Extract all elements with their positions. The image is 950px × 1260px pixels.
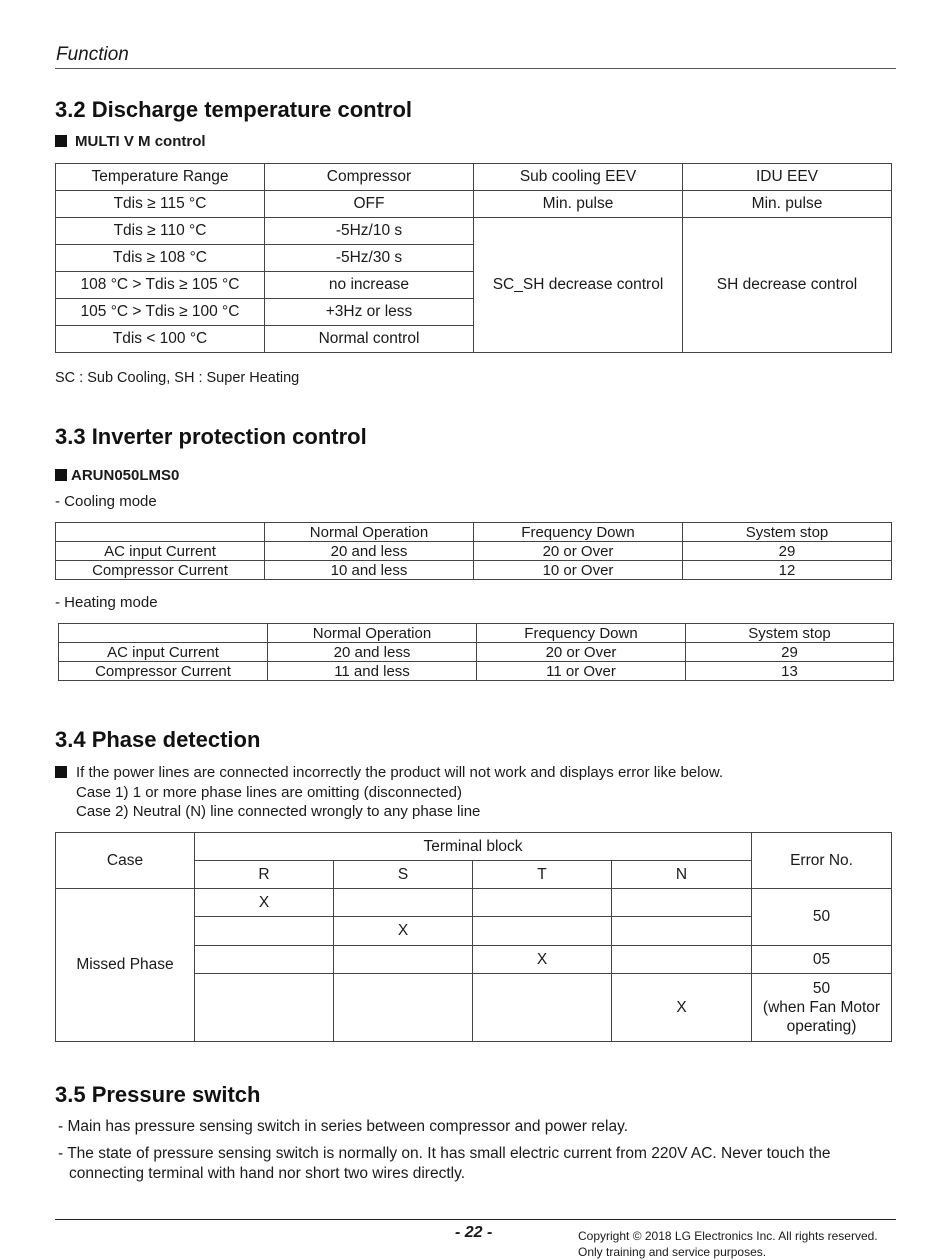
table-cell: Tdis ≥ 115 °C bbox=[56, 191, 265, 218]
heating-mode-label: - Heating mode bbox=[55, 594, 158, 611]
table-cell bbox=[612, 917, 752, 946]
n-mark-cell: X bbox=[612, 974, 752, 1042]
table-cell bbox=[334, 946, 473, 974]
table-cell: AC input Current bbox=[59, 643, 268, 662]
table-cell bbox=[334, 889, 473, 917]
table-cell bbox=[334, 974, 473, 1042]
table-cell: 20 and less bbox=[268, 643, 477, 662]
missed-phase-cell: Missed Phase bbox=[56, 889, 195, 1042]
table-cell: Compressor Current bbox=[59, 662, 268, 681]
copyright-line-1: Copyright © 2018 LG Electronics Inc. All rights reserved. bbox=[578, 1229, 878, 1243]
table-cell: 11 or Over bbox=[477, 662, 686, 681]
error-05-cell: 05 bbox=[752, 946, 892, 974]
terminal-block-header: Terminal block bbox=[195, 833, 752, 861]
table-cell: 10 and less bbox=[265, 561, 474, 580]
t-mark-cell: X bbox=[473, 946, 612, 974]
table-cell: 105 °C > Tdis ≥ 100 °C bbox=[56, 299, 265, 326]
table-header-row bbox=[56, 164, 892, 191]
section-3-5-title: 3.5 Pressure switch bbox=[55, 1082, 261, 1107]
table-cell: 29 bbox=[686, 643, 894, 662]
table-row bbox=[56, 561, 892, 580]
section-3-4-title: 3.4 Phase detection bbox=[55, 727, 261, 752]
pressure-line-1: - Main has pressure sensing switch in series between compressor and power relay. bbox=[58, 1118, 629, 1135]
footer-divider bbox=[55, 1219, 896, 1220]
phase-case-1: Case 1) 1 or more phase lines are omitting (disconnected) bbox=[76, 783, 463, 801]
square-bullet-icon bbox=[55, 135, 67, 147]
terminal-t-header: T bbox=[473, 861, 612, 889]
table-cell: Tdis ≥ 108 °C bbox=[56, 245, 265, 272]
table-cell: AC input Current bbox=[56, 542, 265, 561]
table-cell bbox=[195, 917, 334, 946]
table-cell bbox=[473, 889, 612, 917]
r-mark-cell: X bbox=[195, 889, 334, 917]
pressure-line-3: connecting terminal with hand nor short two wires directly. bbox=[69, 1165, 465, 1182]
table-header-row bbox=[56, 523, 892, 542]
discharge-temp-table bbox=[55, 163, 892, 353]
square-bullet-icon bbox=[55, 469, 67, 481]
s33-model bbox=[55, 467, 179, 484]
table-cell bbox=[473, 917, 612, 946]
error-50-fan-cell bbox=[752, 974, 892, 1042]
square-bullet-icon bbox=[55, 766, 67, 778]
table-row bbox=[56, 191, 892, 218]
table-cell bbox=[195, 974, 334, 1042]
case-header: Case bbox=[56, 833, 195, 889]
terminal-n-header: N bbox=[612, 861, 752, 889]
table-cell: Tdis < 100 °C bbox=[56, 326, 265, 353]
table-cell: Min. pulse bbox=[683, 191, 892, 218]
table-cell: +3Hz or less bbox=[265, 299, 474, 326]
table-header-row bbox=[56, 833, 892, 861]
table-cell bbox=[473, 974, 612, 1042]
error-no-header: Error No. bbox=[752, 833, 892, 889]
section-3-2-title: 3.2 Discharge temperature control bbox=[55, 97, 413, 122]
table-row bbox=[56, 889, 892, 917]
table-cell: 20 or Over bbox=[477, 643, 686, 662]
abbreviation-note: SC : Sub Cooling, SH : Super Heating bbox=[55, 370, 300, 386]
s32-subtitle-text: MULTI V M control bbox=[75, 133, 206, 150]
cooling-mode-label: - Cooling mode bbox=[55, 493, 157, 510]
table-cell: 20 or Over bbox=[474, 542, 683, 561]
table-cell: Tdis ≥ 110 °C bbox=[56, 218, 265, 245]
table-cell bbox=[195, 946, 334, 974]
table-header-cell: System stop bbox=[683, 523, 892, 542]
table-header-row bbox=[59, 624, 894, 643]
pressure-switch-text bbox=[58, 1117, 830, 1184]
table-header-cell: Normal Operation bbox=[265, 523, 474, 542]
table-header-cell: Sub cooling EEV bbox=[474, 164, 683, 191]
table-header-cell: Temperature Range bbox=[56, 164, 265, 191]
phase-case-2: Case 2) Neutral (N) line connected wrongly to any phase line bbox=[76, 803, 481, 820]
page-number: - 22 - bbox=[455, 1224, 493, 1241]
error-50-fan-value: 50 bbox=[812, 980, 831, 997]
copyright bbox=[578, 1228, 878, 1260]
s32-subtitle bbox=[55, 133, 206, 150]
copyright-line-2: Only training and service purposes. bbox=[578, 1245, 767, 1259]
heating-mode-table bbox=[58, 623, 894, 681]
table-row bbox=[56, 218, 892, 245]
table-cell: Min. pulse bbox=[474, 191, 683, 218]
sc-eev-merged-cell: SC_SH decrease control bbox=[474, 218, 683, 353]
table-header-cell bbox=[56, 523, 265, 542]
table-header-cell: System stop bbox=[686, 624, 894, 643]
table-header-cell: Compressor bbox=[265, 164, 474, 191]
table-cell: 12 bbox=[683, 561, 892, 580]
table-header-cell: Normal Operation bbox=[268, 624, 477, 643]
table-row bbox=[56, 542, 892, 561]
phase-detection-description bbox=[76, 763, 723, 822]
terminal-s-header: S bbox=[334, 861, 473, 889]
table-cell: Compressor Current bbox=[56, 561, 265, 580]
cooling-mode-table bbox=[55, 522, 892, 580]
table-row bbox=[59, 643, 894, 662]
table-cell bbox=[612, 946, 752, 974]
table-cell: no increase bbox=[265, 272, 474, 299]
header-divider bbox=[55, 68, 896, 69]
s33-model-text: ARUN050LMS0 bbox=[71, 467, 180, 484]
table-header-cell: Frequency Down bbox=[477, 624, 686, 643]
table-cell: -5Hz/30 s bbox=[265, 245, 474, 272]
phase-detection-table bbox=[55, 832, 892, 1042]
table-cell: 10 or Over bbox=[474, 561, 683, 580]
pressure-line-2: - The state of pressure sensing switch is normally on. It has small electric current from 220V AC. Never touch the bbox=[58, 1145, 831, 1162]
terminal-r-header: R bbox=[195, 861, 334, 889]
table-cell: -5Hz/10 s bbox=[265, 218, 474, 245]
table-cell: 13 bbox=[686, 662, 894, 681]
table-cell: Normal control bbox=[265, 326, 474, 353]
s-mark-cell: X bbox=[334, 917, 473, 946]
table-cell: 108 °C > Tdis ≥ 105 °C bbox=[56, 272, 265, 299]
table-header-cell: IDU EEV bbox=[683, 164, 892, 191]
table-cell: OFF bbox=[265, 191, 474, 218]
table-cell: 20 and less bbox=[265, 542, 474, 561]
table-cell: 29 bbox=[683, 542, 892, 561]
section-3-3-title: 3.3 Inverter protection control bbox=[55, 424, 367, 449]
error-50-fan-note-cont: operating) bbox=[786, 1018, 857, 1035]
error-50-cell: 50 bbox=[752, 889, 892, 946]
header-title: Function bbox=[56, 44, 129, 65]
phase-desc-line: If the power lines are connected incorrectly the product will not work and displays error like below. bbox=[76, 764, 723, 781]
idu-eev-merged-cell: SH decrease control bbox=[683, 218, 892, 353]
table-header-cell bbox=[59, 624, 268, 643]
table-row bbox=[59, 662, 894, 681]
table-header-cell: Frequency Down bbox=[474, 523, 683, 542]
error-50-fan-note: (when Fan Motor bbox=[762, 999, 881, 1016]
table-cell bbox=[612, 889, 752, 917]
table-cell: 11 and less bbox=[268, 662, 477, 681]
